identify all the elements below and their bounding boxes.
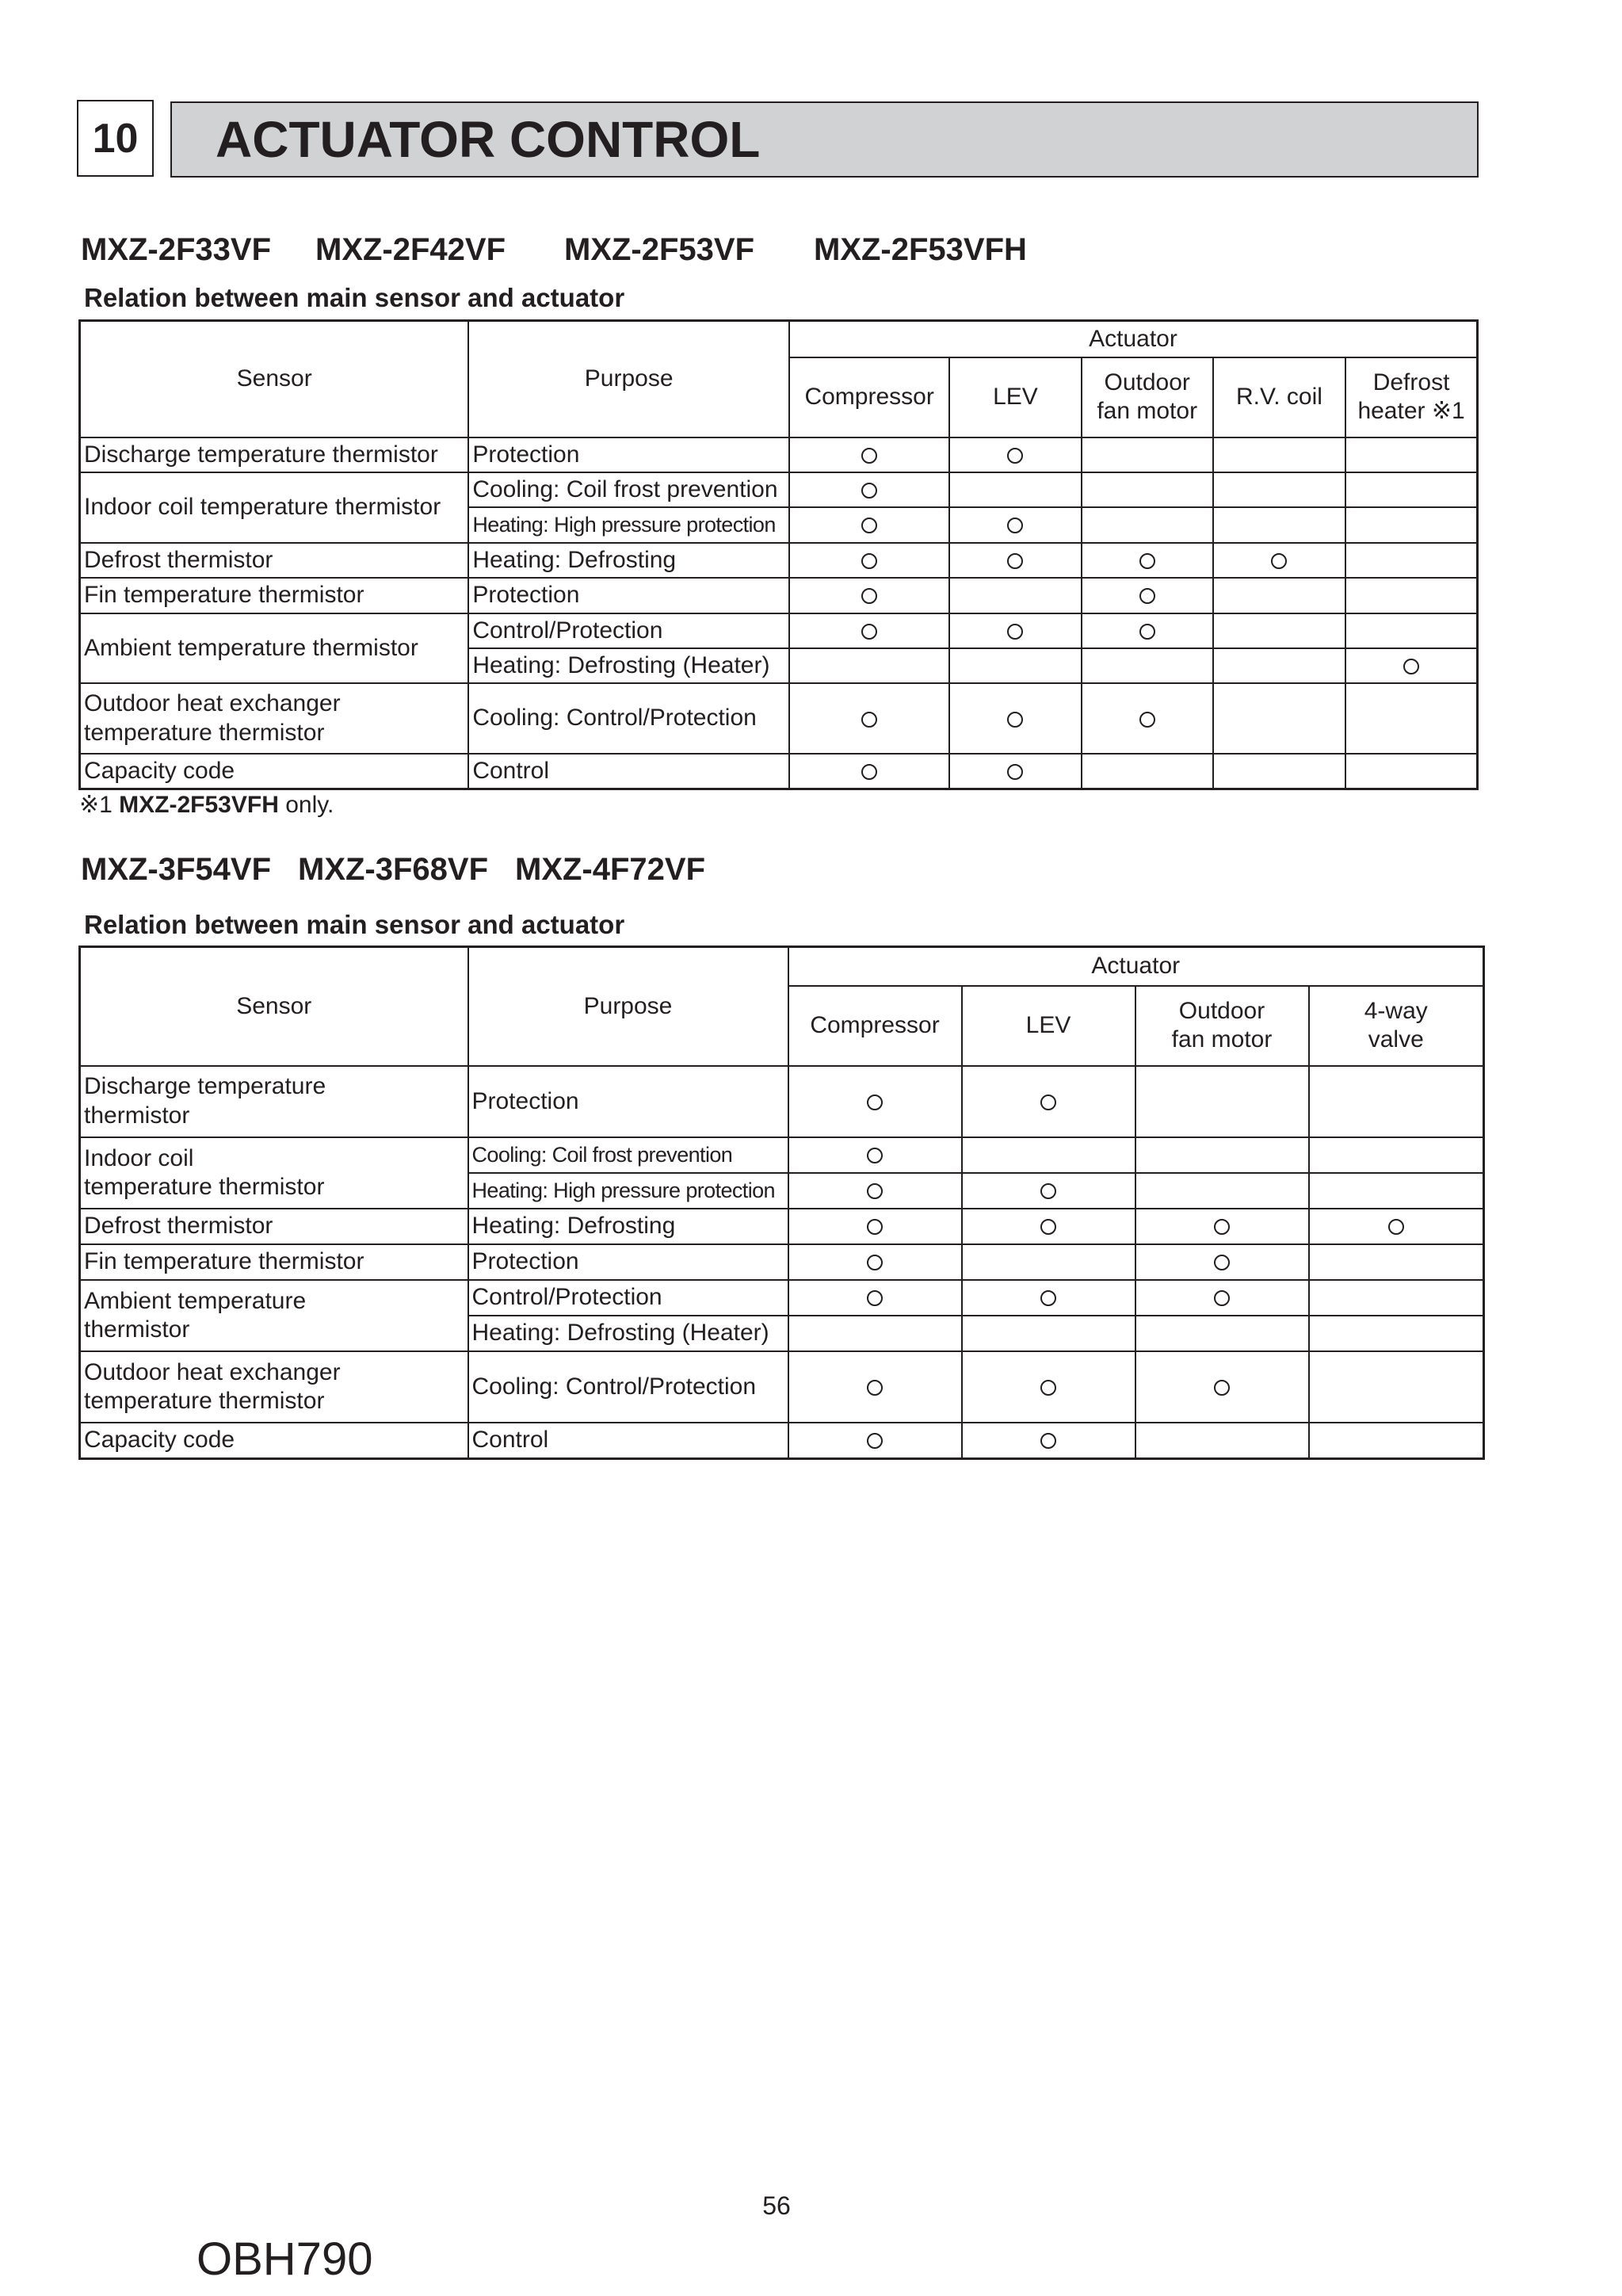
purpose-cell: Heating: Defrosting — [468, 543, 789, 578]
table-row — [80, 754, 1478, 789]
circle-mark-icon — [1139, 624, 1155, 640]
mark-cell — [1082, 543, 1213, 578]
document-code: OBH790 — [197, 2233, 373, 2285]
header-line: valve — [1368, 1026, 1424, 1053]
mark-cell — [1345, 754, 1477, 789]
mark-cell — [1082, 613, 1213, 648]
mark-cell — [1135, 1316, 1309, 1351]
mark-cell — [949, 578, 1081, 613]
header-defrost-heater — [1345, 357, 1477, 437]
sensor-cell: Defrost thermistor — [80, 1209, 468, 1244]
sensor-line: Outdoor heat exchanger — [84, 690, 341, 717]
sensor-line: temperature thermistor — [84, 719, 325, 746]
circle-mark-icon — [1040, 1095, 1056, 1110]
header-lev: LEV — [949, 357, 1081, 437]
sensor-cell: Fin temperature thermistor — [80, 578, 469, 613]
mark-cell — [789, 543, 949, 578]
mark-cell — [962, 1137, 1135, 1173]
mark-cell — [1345, 437, 1477, 472]
mark-cell — [949, 437, 1081, 472]
sensor-cell — [80, 1137, 468, 1209]
header-line: Outdoor — [1178, 997, 1265, 1024]
circle-mark-icon — [1388, 1219, 1404, 1235]
mark-cell — [1213, 472, 1345, 507]
header-line: Outdoor — [1104, 369, 1190, 395]
chapter-number: 10 — [77, 100, 154, 177]
header-outdoor-fan-motor — [1082, 357, 1213, 437]
sensor-line: thermistor — [84, 1102, 190, 1129]
mark-cell — [1213, 754, 1345, 789]
mark-cell — [1082, 507, 1213, 542]
mark-cell — [962, 1280, 1135, 1316]
circle-mark-icon — [861, 553, 877, 569]
sensor-cell: Fin temperature thermistor — [80, 1244, 468, 1280]
mark-cell — [1135, 1423, 1309, 1458]
sensor-cell: Indoor coil temperature thermistor — [80, 472, 469, 543]
circle-mark-icon — [1040, 1183, 1056, 1199]
header-purpose: Purpose — [468, 321, 789, 437]
purpose-cell: Protection — [468, 578, 789, 613]
mark-cell — [1082, 683, 1213, 754]
table-row — [80, 1280, 1484, 1316]
section1-models — [81, 232, 1027, 268]
circle-mark-icon — [1040, 1380, 1056, 1396]
mark-cell — [789, 472, 949, 507]
mark-cell — [788, 1316, 962, 1351]
circle-mark-icon — [867, 1183, 883, 1199]
header-line: Defrost — [1372, 369, 1450, 395]
table-row — [80, 1244, 1484, 1280]
header-lev: LEV — [962, 986, 1135, 1066]
header-line: fan motor — [1171, 1026, 1273, 1053]
mark-cell — [962, 1351, 1135, 1423]
mark-cell — [1213, 507, 1345, 542]
mark-cell — [1213, 437, 1345, 472]
mark-cell — [962, 1423, 1135, 1458]
mark-cell — [789, 437, 949, 472]
header-purpose: Purpose — [468, 947, 788, 1066]
chapter-title-bar — [170, 101, 1479, 178]
mark-cell — [1135, 1173, 1309, 1209]
sensor-line: Outdoor heat exchanger — [84, 1358, 341, 1385]
table-row — [80, 578, 1478, 613]
purpose-cell: Protection — [468, 1066, 788, 1137]
purpose-cell: Cooling: Control/Protection — [468, 1351, 788, 1423]
sensor-cell: Defrost thermistor — [80, 543, 469, 578]
circle-mark-icon — [1139, 588, 1155, 604]
footnote-mark: ※1 — [79, 792, 113, 818]
mark-cell — [1082, 754, 1213, 789]
table-row — [80, 543, 1478, 578]
mark-cell — [789, 754, 949, 789]
mark-cell — [962, 1316, 1135, 1351]
circle-mark-icon — [1214, 1255, 1230, 1270]
header-compressor: Compressor — [789, 357, 949, 437]
mark-cell — [1345, 648, 1477, 683]
mark-cell — [1135, 1137, 1309, 1173]
mark-cell — [1082, 437, 1213, 472]
sensor-cell: Capacity code — [80, 754, 469, 789]
mark-cell — [789, 578, 949, 613]
mark-cell — [1213, 648, 1345, 683]
purpose-cell: Protection — [468, 1244, 788, 1280]
mark-cell — [788, 1244, 962, 1280]
mark-cell — [1135, 1066, 1309, 1137]
circle-mark-icon — [1007, 624, 1023, 640]
header-sensor: Sensor — [80, 321, 469, 437]
mark-cell — [788, 1066, 962, 1137]
mark-cell — [1213, 613, 1345, 648]
sensor-line: temperature thermistor — [84, 1388, 325, 1415]
purpose-cell: Heating: Defrosting (Heater) — [468, 648, 789, 683]
mark-cell — [788, 1351, 962, 1423]
circle-mark-icon — [1007, 518, 1023, 533]
mark-cell — [789, 613, 949, 648]
circle-mark-icon — [1007, 448, 1023, 464]
circle-mark-icon — [1271, 553, 1287, 569]
mark-cell — [949, 507, 1081, 542]
mark-cell — [1309, 1137, 1484, 1173]
sensor-cell — [80, 1280, 468, 1351]
header-line: 4-way — [1364, 997, 1428, 1024]
circle-mark-icon — [861, 483, 877, 499]
circle-mark-icon — [1403, 659, 1419, 674]
mark-cell — [788, 1280, 962, 1316]
circle-mark-icon — [861, 518, 877, 533]
mark-cell — [949, 613, 1081, 648]
mark-cell — [1345, 613, 1477, 648]
model-name: MXZ-3F68VF — [298, 852, 489, 887]
mark-cell — [788, 1423, 962, 1458]
section1-subtitle: Relation between main sensor and actuator — [84, 283, 625, 312]
sensor-cell — [80, 683, 469, 754]
circle-mark-icon — [867, 1095, 883, 1110]
purpose-cell: Heating: High pressure protection — [468, 507, 789, 542]
circle-mark-icon — [867, 1148, 883, 1163]
mark-cell — [949, 472, 1081, 507]
mark-cell — [1135, 1244, 1309, 1280]
mark-cell — [1309, 1316, 1484, 1351]
sensor-actuator-table-1 — [78, 319, 1479, 790]
mark-cell — [1082, 648, 1213, 683]
sensor-cell: Capacity code — [80, 1423, 468, 1458]
purpose-cell: Heating: High pressure protection — [468, 1173, 788, 1209]
mark-cell — [1309, 1209, 1484, 1244]
purpose-cell: Control/Protection — [468, 1280, 788, 1316]
mark-cell — [1135, 1209, 1309, 1244]
circle-mark-icon — [1214, 1380, 1230, 1396]
mark-cell — [1213, 683, 1345, 754]
table-row — [80, 437, 1478, 472]
header-line: fan motor — [1097, 398, 1198, 425]
mark-cell — [789, 507, 949, 542]
mark-cell — [949, 754, 1081, 789]
circle-mark-icon — [867, 1255, 883, 1270]
sensor-line: thermistor — [84, 1316, 190, 1343]
circle-mark-icon — [861, 624, 877, 640]
purpose-cell: Control — [468, 754, 789, 789]
sensor-cell: Ambient temperature thermistor — [80, 613, 469, 684]
table-row — [80, 1137, 1484, 1173]
circle-mark-icon — [1139, 712, 1155, 728]
chapter-title: ACTUATOR CONTROL — [216, 111, 761, 168]
mark-cell — [949, 648, 1081, 683]
header-sensor: Sensor — [80, 947, 468, 1066]
sensor-cell — [80, 1066, 468, 1137]
mark-cell — [1135, 1280, 1309, 1316]
table-row — [80, 472, 1478, 507]
header-rv-coil: R.V. coil — [1213, 357, 1345, 437]
section2-models — [81, 852, 705, 888]
mark-cell — [962, 1209, 1135, 1244]
mark-cell — [1135, 1351, 1309, 1423]
circle-mark-icon — [867, 1433, 883, 1449]
table-row — [80, 683, 1478, 754]
mark-cell — [788, 1173, 962, 1209]
circle-mark-icon — [1007, 712, 1023, 728]
mark-cell — [1213, 578, 1345, 613]
table-row — [80, 613, 1478, 648]
purpose-cell: Protection — [468, 437, 789, 472]
mark-cell — [962, 1244, 1135, 1280]
circle-mark-icon — [1007, 553, 1023, 569]
circle-mark-icon — [1007, 764, 1023, 780]
mark-cell — [789, 683, 949, 754]
circle-mark-icon — [861, 712, 877, 728]
table-row — [80, 1423, 1484, 1458]
mark-cell — [1309, 1173, 1484, 1209]
purpose-cell: Control/Protection — [468, 613, 789, 648]
mark-cell — [949, 683, 1081, 754]
mark-cell — [789, 648, 949, 683]
circle-mark-icon — [1040, 1433, 1056, 1449]
sensor-line: Indoor coil — [84, 1144, 194, 1171]
header-actuator: Actuator — [789, 321, 1478, 357]
model-name: MXZ-2F53VF — [564, 232, 755, 267]
model-name: MXZ-2F53VFH — [814, 232, 1027, 267]
sensor-actuator-table-2 — [78, 946, 1485, 1460]
circle-mark-icon — [1214, 1219, 1230, 1235]
circle-mark-icon — [1040, 1219, 1056, 1235]
mark-cell — [1345, 507, 1477, 542]
sensor-cell: Discharge temperature thermistor — [80, 437, 469, 472]
purpose-cell: Heating: Defrosting (Heater) — [468, 1316, 788, 1351]
circle-mark-icon — [1040, 1290, 1056, 1306]
mark-cell — [1345, 472, 1477, 507]
header-4-way-valve — [1309, 986, 1484, 1066]
footnote-text: only. — [285, 792, 334, 818]
header-line: heater ※1 — [1357, 398, 1465, 425]
mark-cell — [1345, 683, 1477, 754]
page-number: 56 — [762, 2191, 791, 2220]
table-row — [80, 1351, 1484, 1423]
mark-cell — [1309, 1351, 1484, 1423]
mark-cell — [1309, 1280, 1484, 1316]
footnote-model: MXZ-2F53VFH — [119, 792, 279, 818]
circle-mark-icon — [1214, 1290, 1230, 1306]
section2-subtitle: Relation between main sensor and actuator — [84, 910, 625, 939]
mark-cell — [1082, 472, 1213, 507]
mark-cell — [962, 1173, 1135, 1209]
footnote — [79, 791, 334, 819]
header-outdoor-fan-motor — [1135, 986, 1309, 1066]
mark-cell — [1309, 1066, 1484, 1137]
purpose-cell: Cooling: Control/Protection — [468, 683, 789, 754]
purpose-cell: Cooling: Coil frost prevention — [468, 472, 789, 507]
sensor-line: Ambient temperature — [84, 1287, 307, 1314]
mark-cell — [949, 543, 1081, 578]
purpose-cell: Heating: Defrosting — [468, 1209, 788, 1244]
mark-cell — [1345, 578, 1477, 613]
sensor-line: temperature thermistor — [84, 1174, 325, 1201]
mark-cell — [1345, 543, 1477, 578]
table-row — [80, 1209, 1484, 1244]
circle-mark-icon — [861, 448, 877, 464]
purpose-cell: Control — [468, 1423, 788, 1458]
mark-cell — [1309, 1244, 1484, 1280]
mark-cell — [1213, 543, 1345, 578]
mark-cell — [962, 1066, 1135, 1137]
model-name: MXZ-2F33VF — [81, 232, 272, 267]
mark-cell — [788, 1209, 962, 1244]
sensor-line: Discharge temperature — [84, 1073, 326, 1100]
header-actuator: Actuator — [788, 947, 1484, 986]
sensor-cell — [80, 1351, 468, 1423]
mark-cell — [1309, 1423, 1484, 1458]
circle-mark-icon — [861, 764, 877, 780]
mark-cell — [1082, 578, 1213, 613]
model-name: MXZ-4F72VF — [515, 852, 706, 887]
model-name: MXZ-2F42VF — [315, 232, 506, 267]
circle-mark-icon — [867, 1219, 883, 1235]
circle-mark-icon — [1139, 553, 1155, 569]
header-compressor: Compressor — [788, 986, 962, 1066]
table-row — [80, 1066, 1484, 1137]
circle-mark-icon — [867, 1380, 883, 1396]
model-name: MXZ-3F54VF — [81, 852, 272, 887]
circle-mark-icon — [861, 588, 877, 604]
purpose-cell: Cooling: Coil frost prevention — [468, 1137, 788, 1173]
mark-cell — [788, 1137, 962, 1173]
circle-mark-icon — [867, 1290, 883, 1306]
